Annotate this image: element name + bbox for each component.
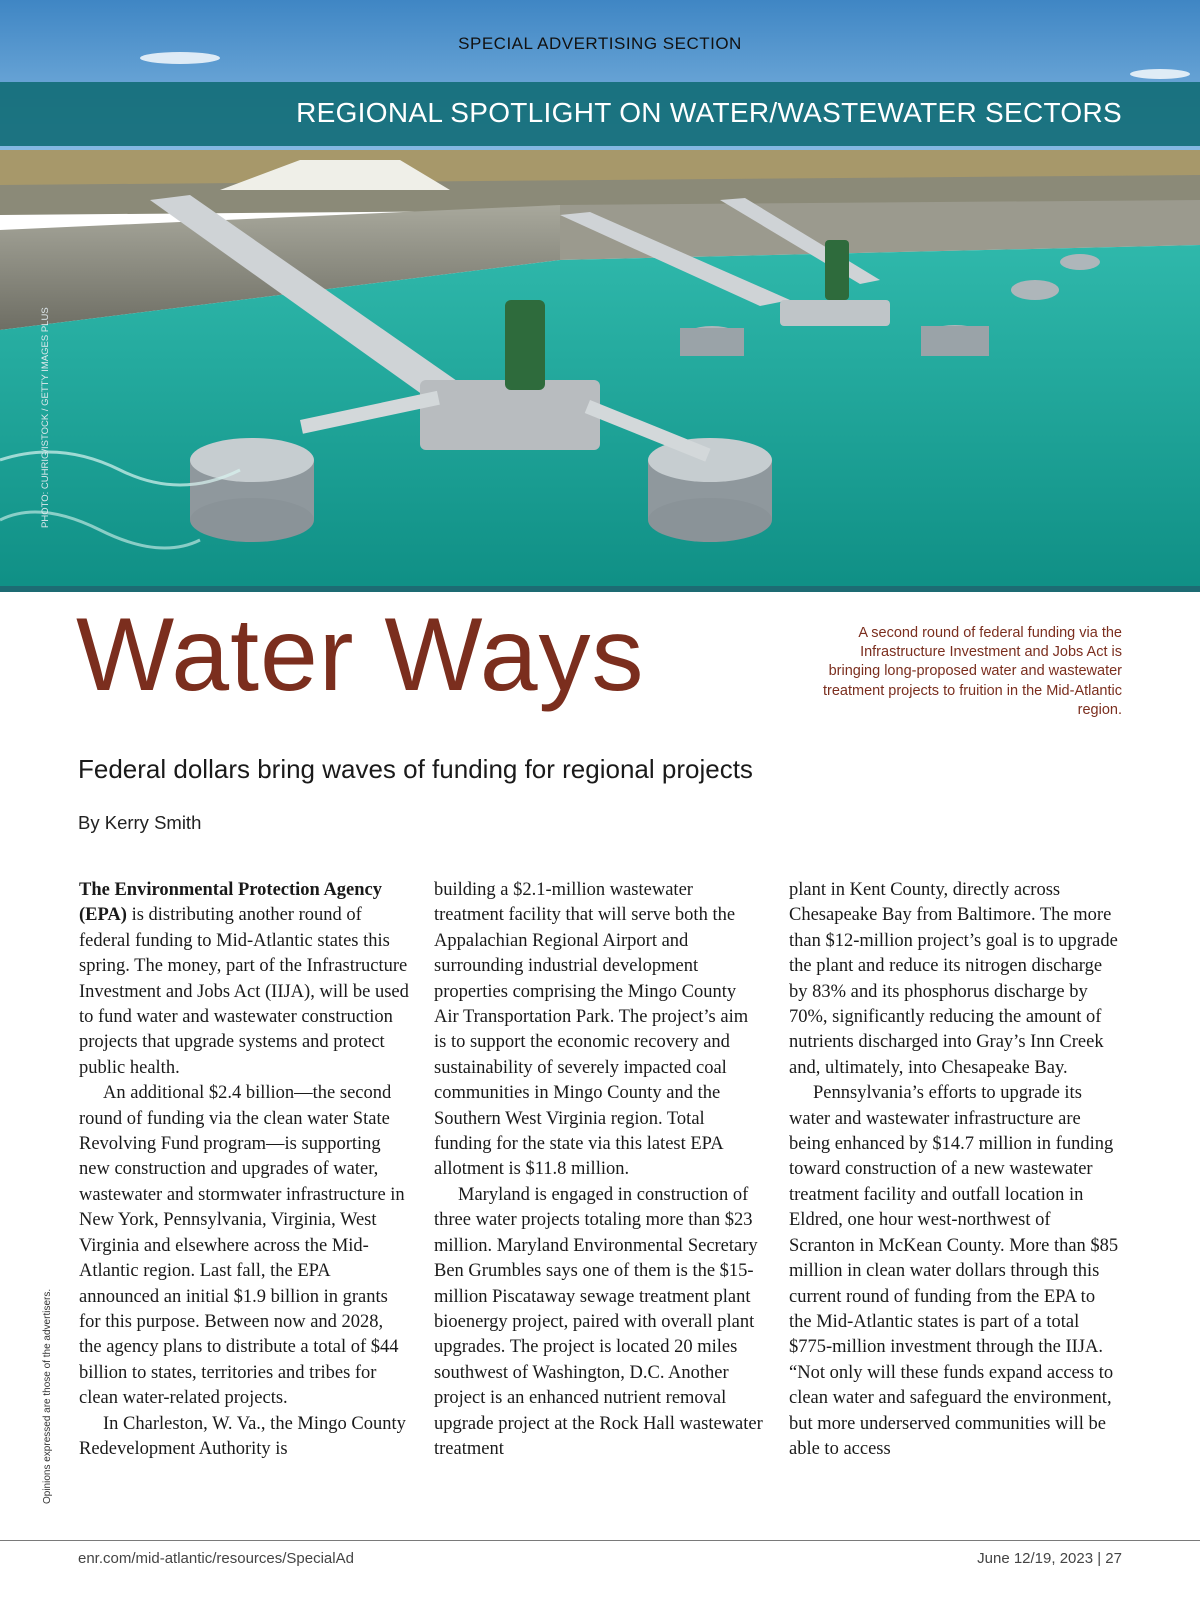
- disclaimer: [42, 1288, 56, 1504]
- paragraph: [79, 878, 409, 1081]
- paragraph: building a $2.1-million wastewater treatment facility that will serve both the Appalachian Regional Airport and surrounding industrial development properties comprising the Mingo County Air Transportation Park. The project’s aim is to support the economic recovery and sustainability of severely impacted coal communities in Mingo County and the Southern West Virginia region. Total funding for the state via this latest EPA allotment is $11.8 million.: [434, 880, 749, 1180]
- article-title: Water Ways: [76, 597, 645, 713]
- footer-url[interactable]: enr.com/mid-atlantic/resources/SpecialAd: [78, 1550, 354, 1567]
- section-banner: [0, 82, 1200, 146]
- banner-title: REGIONAL SPOTLIGHT ON WATER/WASTEWATER SECTORS: [296, 97, 1122, 128]
- disclaimer-text: Opinions expressed are those of the advertisers.: [42, 1288, 53, 1504]
- paragraph: plant in Kent County, directly across Chesapeake Bay from Baltimore. The more than $12-million project’s goal is to upgrade the plant and reduce its nitrogen discharge by 83% and its phosphorus discharge by 70%, significantly reducing the amount of nutrients discharged into Gray’s Inn Creek and, ultimately, into Chesapeake Bay.: [789, 880, 1118, 1078]
- body-column-1: [79, 878, 409, 1462]
- special-section-label: SPECIAL ADVERTISING SECTION: [458, 34, 742, 53]
- photo-credit-text: PHOTO: CUHRIG/ISTOCK / GETTY IMAGES PLUS: [40, 307, 51, 528]
- paragraph: Pennsylvania’s efforts to upgrade its water and wastewater infrastructure are being enhanced by $14.7 million in funding toward construction of a new wastewater treatment facility and outfall location in Eldred, one hour west-northwest of Scranton in McKean County. More than $85 million in clean water dollars through this current round of funding from the EPA to the Mid-Atlantic states is part of a total $775-million investment through the IIJA. “Not only will these funds expand access to clean water and safeguard the environment, but more underserved communities will be able to access: [789, 1083, 1119, 1459]
- paragraph: Maryland is engaged in construction of three water projects totaling more than $23 million. Maryland Environmental Secretary Ben Grumbles says one of them is the $15-million Piscataway sewage treatment plant bioenergy project, paired with overall plant upgrades. The project is located 20 miles southwest of Washington, D.C. Another project is an enhanced nutrient removal upgrade project at the Rock Hall wastewater treatment: [434, 1184, 763, 1459]
- article-subtitle: Federal dollars bring waves of funding for regional projects: [78, 754, 753, 784]
- lead-in: The Environmental Protection Agency (EPA): [79, 880, 383, 926]
- byline: By Kerry Smith: [78, 812, 202, 833]
- photo-bottom-bar: [0, 586, 1200, 592]
- body-column-3: [789, 878, 1119, 1462]
- footer-date-page: June 12/19, 2023 | 27: [977, 1550, 1122, 1567]
- hero-photo: [0, 0, 1200, 592]
- body-column-2: [434, 878, 764, 1462]
- paragraph: In Charleston, W. Va., the Mingo County Redevelopment Authority is: [79, 1413, 406, 1459]
- paragraph: An additional $2.4 billion—the second round of funding via the clean water State Revolving Fund program—is supporting new construction and upgrades of water, wastewater and stormwater infrastructure in New York, Pennsylvania, Virginia, West Virginia and elsewhere across the Mid-Atlantic region. Last fall, the EPA announced an initial $1.9 billion in grants for this purpose. Between now and 2028, the agency plans to distribute a total of $44 billion to states, territories and tribes for clean water-related projects.: [79, 1083, 405, 1409]
- photo-credit: [40, 307, 54, 528]
- article-deck: A second round of federal funding via the Infrastructure Investment and Jobs Act is bringing long-proposed water and wastewater treatment projects to fruition in the Mid-Atlantic region.: [823, 625, 1122, 718]
- paragraph-text: is distributing another round of federal funding to Mid-Atlantic states this spring. The money, part of the Infrastructure Investment and Jobs Act (IIJA), will be used to fund water and wastewater construction projects that upgrade systems and protect public health.: [79, 905, 409, 1078]
- footer-rule: [0, 1540, 1200, 1541]
